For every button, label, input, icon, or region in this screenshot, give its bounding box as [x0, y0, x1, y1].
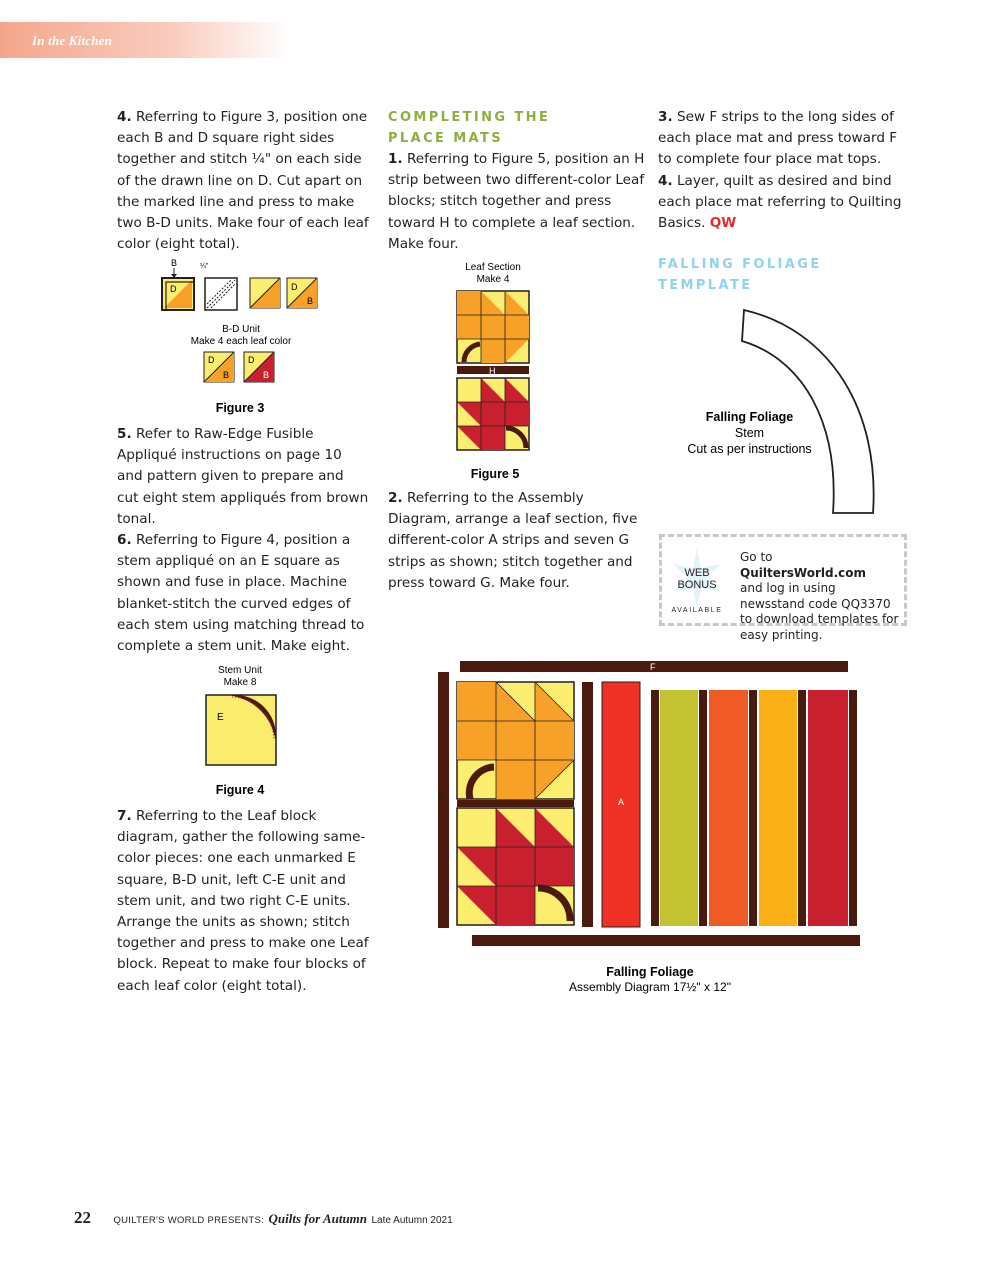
step-body: Referring to the Assembly Diagram, arrange a leaf section, five different-color A strips and seven G strips as shown; stitch together and press toward G. Make four.	[388, 490, 638, 591]
unit-subtitle: Make 8	[223, 677, 257, 688]
figure-3-unit-label	[160, 324, 322, 348]
bd-square-stitched	[205, 278, 237, 310]
figure-3-diagram	[150, 252, 340, 387]
g-strip	[749, 690, 757, 926]
g-strip	[699, 690, 707, 926]
leaf-block-red	[457, 378, 529, 450]
step-body: Refer to Raw-Edge Fusible Appliqué instructions on page 10 and pattern given to prepare and cut eight stem appliqués from brown tonal.	[117, 426, 369, 527]
web-site-link[interactable]: QuiltersWorld.com	[740, 565, 866, 580]
bd-unit-plain	[250, 278, 280, 308]
page-number: 22	[74, 1208, 91, 1227]
column-3-text	[658, 107, 910, 234]
label-h: H	[489, 366, 496, 376]
step-number: 7.	[117, 808, 132, 824]
h-strip	[457, 800, 574, 807]
section-label: In the Kitchen	[32, 33, 113, 48]
label-e: E	[217, 712, 224, 723]
a-strip-lime	[660, 690, 698, 926]
footer-magazine: Quilts for Autumn	[268, 1211, 368, 1226]
badge-web: WEB	[684, 567, 710, 579]
label-d: D	[291, 282, 298, 292]
badge-bonus: BONUS	[677, 579, 717, 591]
badge-available: AVAILABLE	[671, 607, 723, 614]
figure-4-stem-unit	[205, 694, 277, 766]
a-strip-red	[808, 690, 848, 926]
qw-end-mark: QW	[709, 215, 737, 232]
label-quarter: ¼"	[200, 263, 209, 270]
web-bonus-text	[740, 550, 900, 643]
bd-unit-labeled	[287, 278, 317, 308]
figure-3-caption: Figure 3	[215, 401, 265, 415]
figure-5-label	[448, 262, 538, 286]
label-d: D	[248, 355, 255, 365]
step-number: 4.	[658, 172, 673, 189]
unit-title: B-D Unit	[222, 324, 260, 335]
unit-subtitle: Make 4	[476, 274, 510, 285]
heading-line: TEMPLATE	[658, 278, 753, 293]
web-text-go: Go to	[740, 550, 773, 564]
column-2-step-2	[388, 488, 646, 594]
step-number: 2.	[388, 490, 403, 506]
section-heading	[388, 107, 646, 149]
assembly-diagram	[430, 655, 870, 950]
step-7-text	[117, 806, 369, 997]
g-strip	[651, 690, 659, 926]
template-title: Falling Foliage	[705, 410, 794, 424]
step-body: Referring to Figure 3, position one each B and D square right sides together and stitch ¼" on each side of the drawn line on D. Cut apart on the marked line and press to make two B-D units. Make four of each leaf color (eight total).	[117, 109, 369, 253]
unit-title: Leaf Section	[465, 262, 521, 273]
footer-brand: QUILTER'S WORLD PRESENTS:	[113, 1215, 265, 1226]
web-text-rest: and log in using newsstand code QQ3370 to download templates for easy printing.	[740, 581, 899, 642]
assembly-caption-subtitle: Assembly Diagram 17½" x 12"	[569, 980, 731, 994]
footer-issue: Late Autumn 2021	[371, 1215, 453, 1226]
g-strip	[849, 690, 857, 926]
leaf-block-orange	[457, 291, 529, 363]
bd-unit-orange	[204, 352, 234, 382]
step-body: Referring to Figure 5, position an H strip between two different-color Leaf blocks; stitch together and press toward H to complete a leaf section. Make four.	[388, 151, 645, 252]
step-number: 5.	[117, 426, 132, 442]
step-body: Referring to the Leaf block diagram, gather the following same-color pieces: one each unmarked E square, B-D unit, left C-E unit and stem unit, and two right C-E units. Arrange the units as shown; stitch together and press to make one Leaf block. Repeat to make four blocks of each leaf color (eight total).	[117, 808, 369, 994]
label-d: D	[208, 355, 215, 365]
step-body: Sew F strips to the long sides of each place mat and press toward F to complete four place mat tops.	[658, 109, 898, 168]
page-footer	[74, 1208, 453, 1228]
step-number: 1.	[388, 151, 403, 167]
label-b: B	[263, 370, 270, 380]
step-number: 6.	[117, 532, 132, 549]
template-label	[672, 409, 827, 457]
web-bonus-badge	[666, 546, 728, 616]
bd-unit-red	[244, 352, 274, 382]
column-2-text	[388, 107, 646, 255]
step-number: 3.	[658, 109, 673, 125]
label-a: A	[618, 797, 625, 807]
step-4-text	[117, 107, 369, 255]
heading-line: FALLING FOLIAGE	[658, 257, 822, 272]
assembly-caption	[540, 965, 760, 995]
label-b: B	[223, 370, 230, 380]
assembly-leaf-red	[457, 808, 574, 925]
heading-line: COMPLETING THE	[388, 110, 551, 125]
label-f: F	[650, 662, 656, 672]
label-g: G	[438, 791, 446, 801]
assembly-caption-title: Falling Foliage	[606, 965, 694, 979]
bd-square-marked	[162, 278, 194, 310]
assembly-leaf-orange	[457, 682, 574, 799]
figure-4-unit-label	[190, 665, 290, 689]
unit-subtitle: Make 4 each leaf color	[190, 336, 292, 347]
figure-4-caption: Figure 4	[215, 783, 265, 797]
template-heading-block	[658, 254, 910, 296]
figure-5-caption: Figure 5	[470, 467, 520, 481]
heading-line: PLACE MATS	[388, 131, 504, 146]
step-body: Referring to Figure 4, position a stem appliqué on an E square as shown and fuse in place. Machine blanket-stitch the curved edges of each stem using matching thread to complete a stem unit. Make eight.	[117, 532, 365, 655]
g-strip	[582, 682, 593, 927]
steps-5-6-text	[117, 424, 369, 657]
a-strip-gold	[759, 690, 797, 926]
label-b: B	[171, 258, 178, 268]
template-heading	[658, 254, 910, 296]
template-line: Stem	[734, 426, 765, 440]
figure-5-leaf-section	[456, 290, 530, 452]
g-strip	[798, 690, 806, 926]
unit-title: Stem Unit	[218, 665, 262, 676]
step-body: Layer, quilt as desired and bind each place mat referring to Quilting Basics.	[658, 172, 902, 232]
label-b: B	[307, 296, 314, 306]
label-d: D	[170, 284, 177, 294]
f-strip-bottom	[472, 935, 860, 946]
step-number: 4.	[117, 109, 132, 125]
a-strip-orange-red	[709, 690, 748, 926]
template-line: Cut as per instructions	[687, 442, 812, 456]
